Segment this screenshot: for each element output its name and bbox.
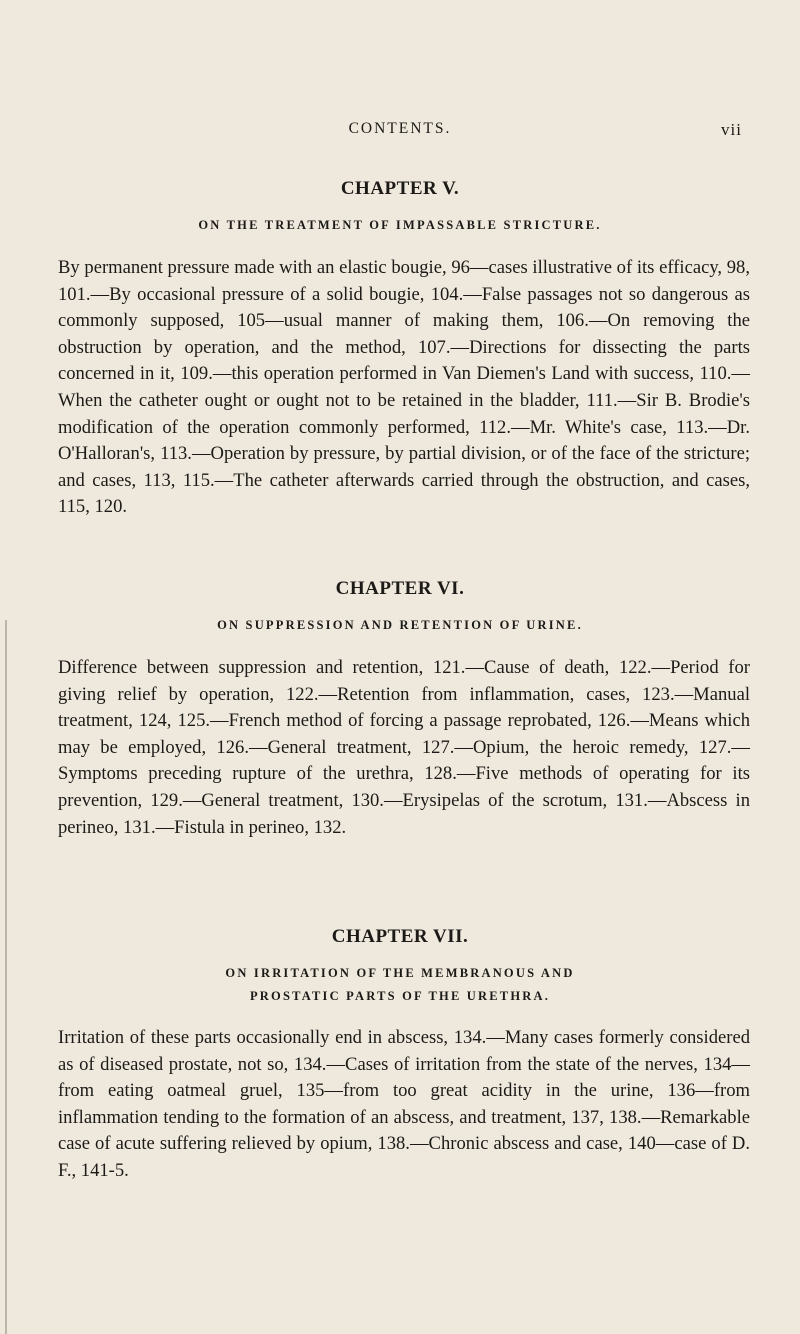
page-number: vii (721, 120, 742, 139)
chapter-5 (0, 178, 800, 237)
running-head (0, 118, 800, 142)
running-head-title: CONTENTS. (348, 120, 452, 137)
chapter-summary-text: By permanent pressure made with an elastic bougie, 96—cases illustrative of its efficacy, 98, 101.—By occasional pressure of a solid bougie, 104.—False passages not so dangerous as commonly supposed, 105—usual manner of making them, 106.—On removing the obstruction by operation, and the method, 107.—Directions for dissecting the parts concerned in it, 109.—this operation performed in Van Diemen's Land with success, 110.—When the catheter ought or ought not to be retained in the bladder, 111.—Sir B. Brodie's modification of the operation commonly performed, 112.—Mr. White's case, 113.—Dr. O'Halloran's, 113.—Operation by pressure, by partial division, or of the face of the stricture; and cases, 113, 115.—The catheter afterwards carried through the obstruction, and cases, 115, 120. (58, 257, 750, 518)
chapter-6-summary (58, 655, 750, 841)
chapter-subtitle: ON IRRITATION OF THE MEMBRANOUS AND PROSTATIC PARTS OF THE URETHRA. (225, 966, 575, 1003)
chapter-heading: CHAPTER VI. (335, 578, 465, 599)
chapter-7-summary (58, 1025, 750, 1185)
chapter-summary-text: Irritation of these parts occasionally end in abscess, 134.—Many cases formerly considered as of diseased prostate, not so, 134.—Cases of irritation from the state of the nerves, 134—from eating oatmeal gruel, 135—from too great acidity in the urine, 136—from inflammation tending to the formation of an abscess, and treatment, 137, 138.—Remarkable case of acute suffering relieved by opium, 138.—Chronic abscess and case, 140—case of D. F., 141-5. (58, 1027, 750, 1181)
chapter-subtitle: ON THE TREATMENT OF IMPASSABLE STRICTURE. (198, 218, 602, 232)
chapter-heading: CHAPTER VII. (331, 926, 469, 947)
chapter-6 (0, 578, 800, 637)
chapter-7 (0, 926, 800, 1008)
chapter-subtitle: ON SUPPRESSION AND RETENTION OF URINE. (217, 618, 583, 632)
chapter-5-summary (58, 255, 750, 521)
chapter-heading: CHAPTER V. (340, 178, 460, 199)
chapter-summary-text: Difference between suppression and retention, 121.—Cause of death, 122.—Period for giving relief by operation, 122.—Retention from inflammation, cases, 123.—Manual treatment, 124, 125.—French method of forcing a passage reprobated, 126.—Means which may be employed, 126.—General treatment, 127.—Opium, the heroic remedy, 127.—Symptoms preceding rupture of the urethra, 128.—Five methods of operating for its prevention, 129.—General treatment, 130.—Erysipelas of the scrotum, 131.—Abscess in perineo, 131.—Fistula in perineo, 132. (58, 657, 750, 838)
